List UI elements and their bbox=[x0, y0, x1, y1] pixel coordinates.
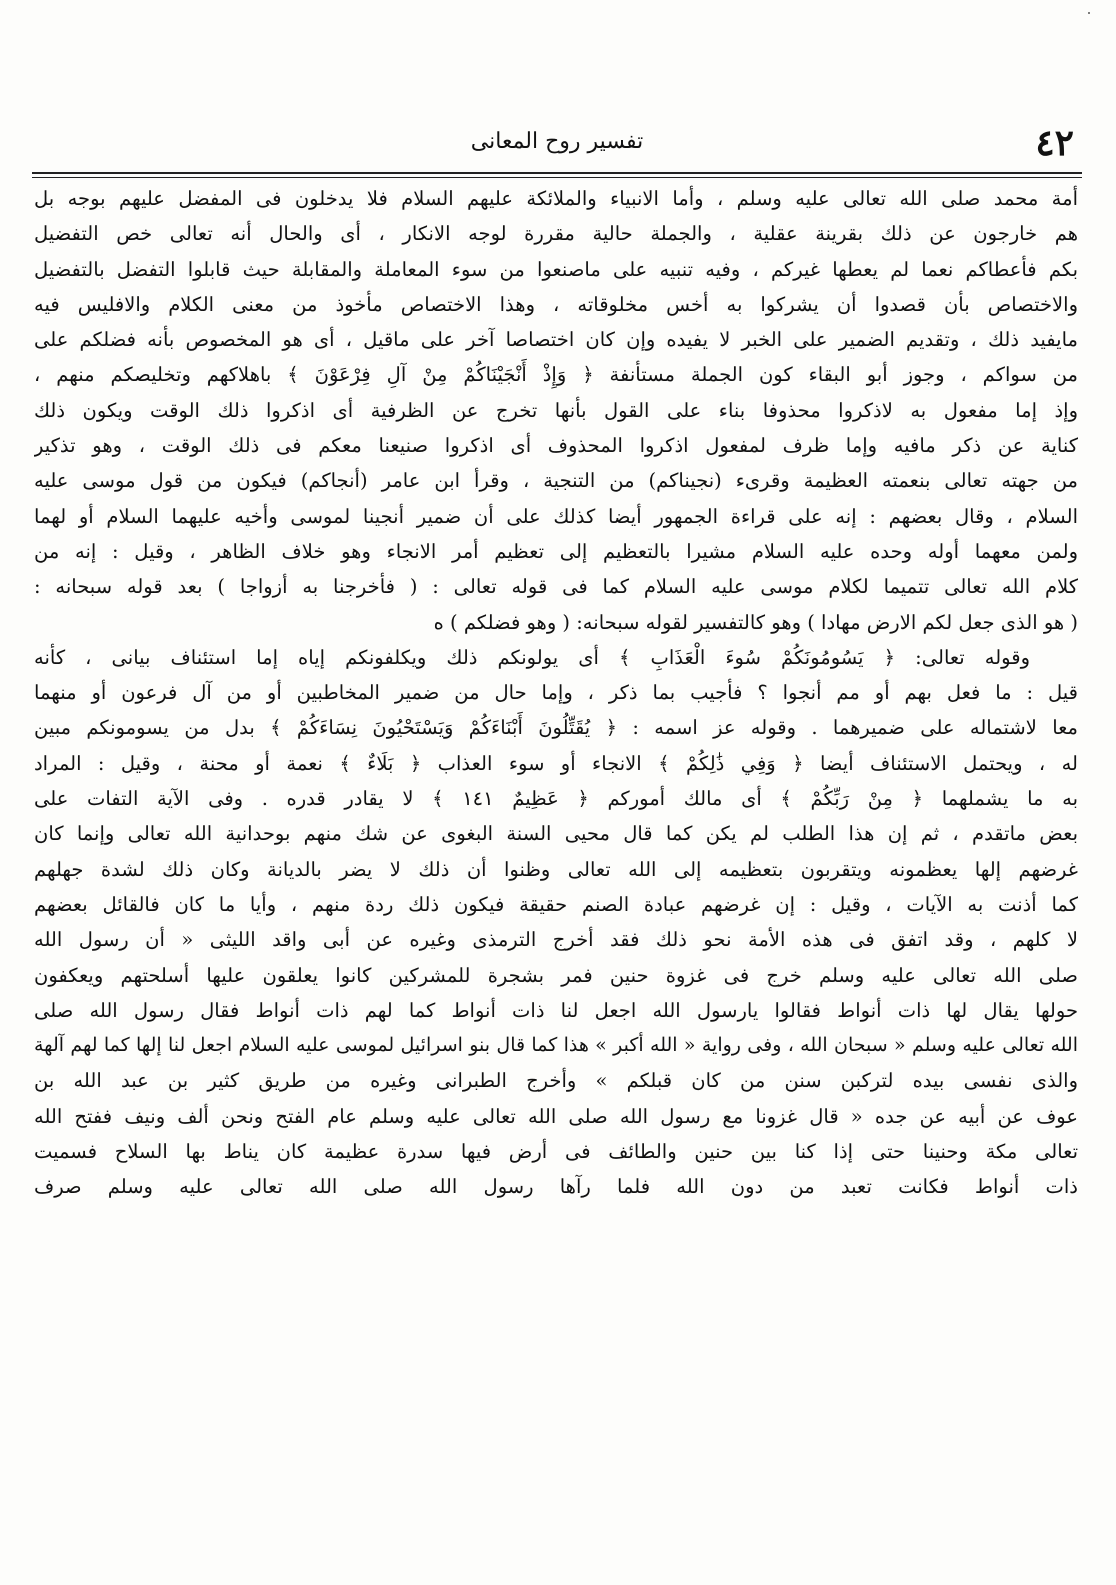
text-line-paragraph-end: ( هو الذى جعل لكم الارض مهادا ) وهو كالتفسير لقوله سبحانه: ( وهو فضلكم ) ه bbox=[433, 610, 1078, 634]
text-line: به ما يشملهما ﴿ مِنْ رَبِّكُمْ ﴾ أى مالك أموركم ﴿ عَظِيمٌ ١٤١ ﴾ لا يقادر قدره . وفى الآية التفات على bbox=[34, 787, 1078, 811]
text-line: قيل : ما فعل بهم أو مم أنجوا ؟ فأجيب بما ذكر ، وإما حال من ضمير المخاطبين أو من آل فرعون أو منهما bbox=[34, 681, 1078, 705]
text-line: بعض ماتقدم ، ثم إن هذا الطلب لم يكن كما قال محيى السنة البغوى عن شك منهم بوحدانية الله تعالى وإنما كان bbox=[34, 822, 1078, 846]
text-line: هم خارجون عن ذلك بقرينة عقلية ، والجملة حالية مقررة لوجه الانكار ، أى والحال أنه تعالى خص التفضيل bbox=[34, 222, 1078, 246]
text-line: أمة محمد صلى الله تعالى عليه وسلم ، وأما الانبياء والملائكة عليهم السلام فلا يدخلون فى المفضل عليهم بوجه بل bbox=[34, 187, 1078, 210]
text-line: كلام الله تعالى تتميما لكلام موسى عليه السلام كما فى قوله تعالى : ( فأخرجنا به أزواجا ) بعد قوله سبحانه : bbox=[34, 575, 1078, 599]
text-line: وإذ إما مفعول به لاذكروا محذوفا بناء على القول بأنها تخرج عن الظرفية أى اذكروا ذلك الوقت ويكون ذلك bbox=[34, 398, 1078, 422]
scan-speck bbox=[1088, 12, 1090, 14]
header-rule-thick bbox=[32, 172, 1082, 174]
text-line: من جهته تعالى بنعمته العظيمة وقرىء (نجيناكم) من التنجية ، وقرأ ابن عامر (أنجاكم) فيكون من قول موسى عليه bbox=[34, 469, 1078, 493]
running-title: تفسير روح المعانى bbox=[470, 129, 644, 154]
text-line: ولمن معهما أوله وحده عليه السلام مشيرا بالتعظيم إلى تعظيم أمر الانجاء وهو خلاف الظاهر ، وقيل : إنه من bbox=[34, 539, 1078, 563]
text-line: بكم فأعطاكم نعما لم يعطها غيركم ، وفيه تنبيه على ماصنعوا من سوء المعاملة والمقابلة حيث قابلوا التفضل بالتفضيل bbox=[34, 257, 1078, 281]
text-line: حولها يقال لها ذات أنواط فقالوا يارسول الله اجعل لنا ذات أنواط كما لهم ذات أنواط فقال رسول الله صلى bbox=[34, 998, 1078, 1022]
text-line: كناية عن ذكر مافيه وإما ظرف لمفعول اذكروا المحذوف أى اذكروا صنيعنا معكم فى ذلك الوقت ، وهو تذكير bbox=[34, 434, 1078, 458]
text-line: والذى نفسى بيده لتركبن سنن من كان قبلكم » وأخرج الطبرانى وغيره من طريق كثير بن عبد الله بن bbox=[34, 1069, 1078, 1093]
text-line: الله تعالى عليه وسلم « سبحان الله ، وفى رواية « الله أكبر » هذا كما قال بنو اسرائيل لموسى عليه السلام اجعل لنا إلها كما لهم آلهة bbox=[34, 1034, 1078, 1057]
body-text bbox=[34, 181, 1078, 1205]
text-line: تعالى مكة وحنينا حتى إذا كنا بين حنين والطائف فى أرض فيها سدرة عظيمة كان يناط بها السلاح فسميت bbox=[34, 1140, 1078, 1164]
text-line: لا كلهم ، وقد اتفق فى هذه الأمة نحو ذلك فقد أخرج الترمذى وغيره عن أبى واقد الليثى « أن رسول الله bbox=[34, 928, 1078, 952]
text-line: السلام ، وقال بعضهم : إنه على قراءة الجمهور أيضا كذلك على أن ضمير أنجينا لموسى وأخيه عليهما السلام أو لهما bbox=[34, 504, 1078, 528]
text-line: مايفيد ذلك ، وتقديم الضمير على الخبر لا يفيده وإن كان اختصاصا آخر على ماقيل ، أى هو المخصوص بأنه فضلكم على bbox=[34, 328, 1078, 352]
text-line: غرضهم إلها يعظمونه ويتقربون بتعظيمه إلى الله تعالى وظنوا أن ذلك لا يضر بالديانة وكان ذلك لشدة جهلهم bbox=[34, 857, 1078, 881]
text-line: والاختصاص بأن قصدوا أن يشركوا به أخس مخلوقاته ، وهذا الاختصاص مأخوذ من معنى الكلام والافليس فيه bbox=[34, 292, 1078, 316]
text-line: ذات أنواط فكانت تعبد من دون الله فلما رآها رسول الله صلى الله تعالى عليه وسلم صرف bbox=[34, 1175, 1078, 1199]
text-line: صلى الله تعالى عليه وسلم خرج فى غزوة حنين فمر بشجرة للمشركين كانوا يعلقون عليها أسلحتهم ويعكفون bbox=[34, 963, 1078, 987]
page-number: ٤٢ bbox=[1035, 122, 1074, 164]
text-line: من سواكم ، وجوز أبو البقاء كون الجملة مستأنفة ﴿ وَإِذْ أَنْجَيْنَاكُمْ مِنْ آلِ فِرْعَوْنَ ﴾ باهلاكهم وتخليصكم منهم ، bbox=[34, 363, 1078, 387]
text-line-paragraph-start: وقوله تعالى: ﴿ يَسُومُونَكُمْ سُوءَ الْعَذَابِ ﴾ أى يولونكم ذلك ويكلفونكم إياه إما استئناف بيانى ، كأنه bbox=[34, 645, 1030, 669]
page-header bbox=[32, 118, 1082, 170]
text-line: معا لاشتماله على ضميرهما . وقوله عز اسمه : ﴿ يُقَتِّلُونَ أَبْنَاءَكُمْ وَيَسْتَحْيُونَ نِسَاءَكُمْ ﴾ بدل من يسومونكم مبين bbox=[34, 716, 1078, 740]
header-rule-thin bbox=[32, 177, 1082, 178]
text-line: له ، ويحتمل الاستئناف أيضا ﴿ وَفِي ذَٰلِكُمْ ﴾ الانجاء أو سوء العذاب ﴿ بَلَاءٌ ﴾ نعمة أو محنة ، وقيل : المراد bbox=[34, 751, 1078, 775]
text-line: كما أذنت به الآيات ، وقيل : إن غرضهم عبادة الصنم حقيقة فيكون ذلك ردة منهم ، وأيا ما كان فالقائل بعضهم bbox=[34, 892, 1078, 916]
text-line: عوف عن أبيه عن جده « قال غزونا مع رسول الله صلى الله تعالى عليه وسلم عام الفتح ونحن ألف ونيف ففتح الله bbox=[34, 1104, 1078, 1128]
